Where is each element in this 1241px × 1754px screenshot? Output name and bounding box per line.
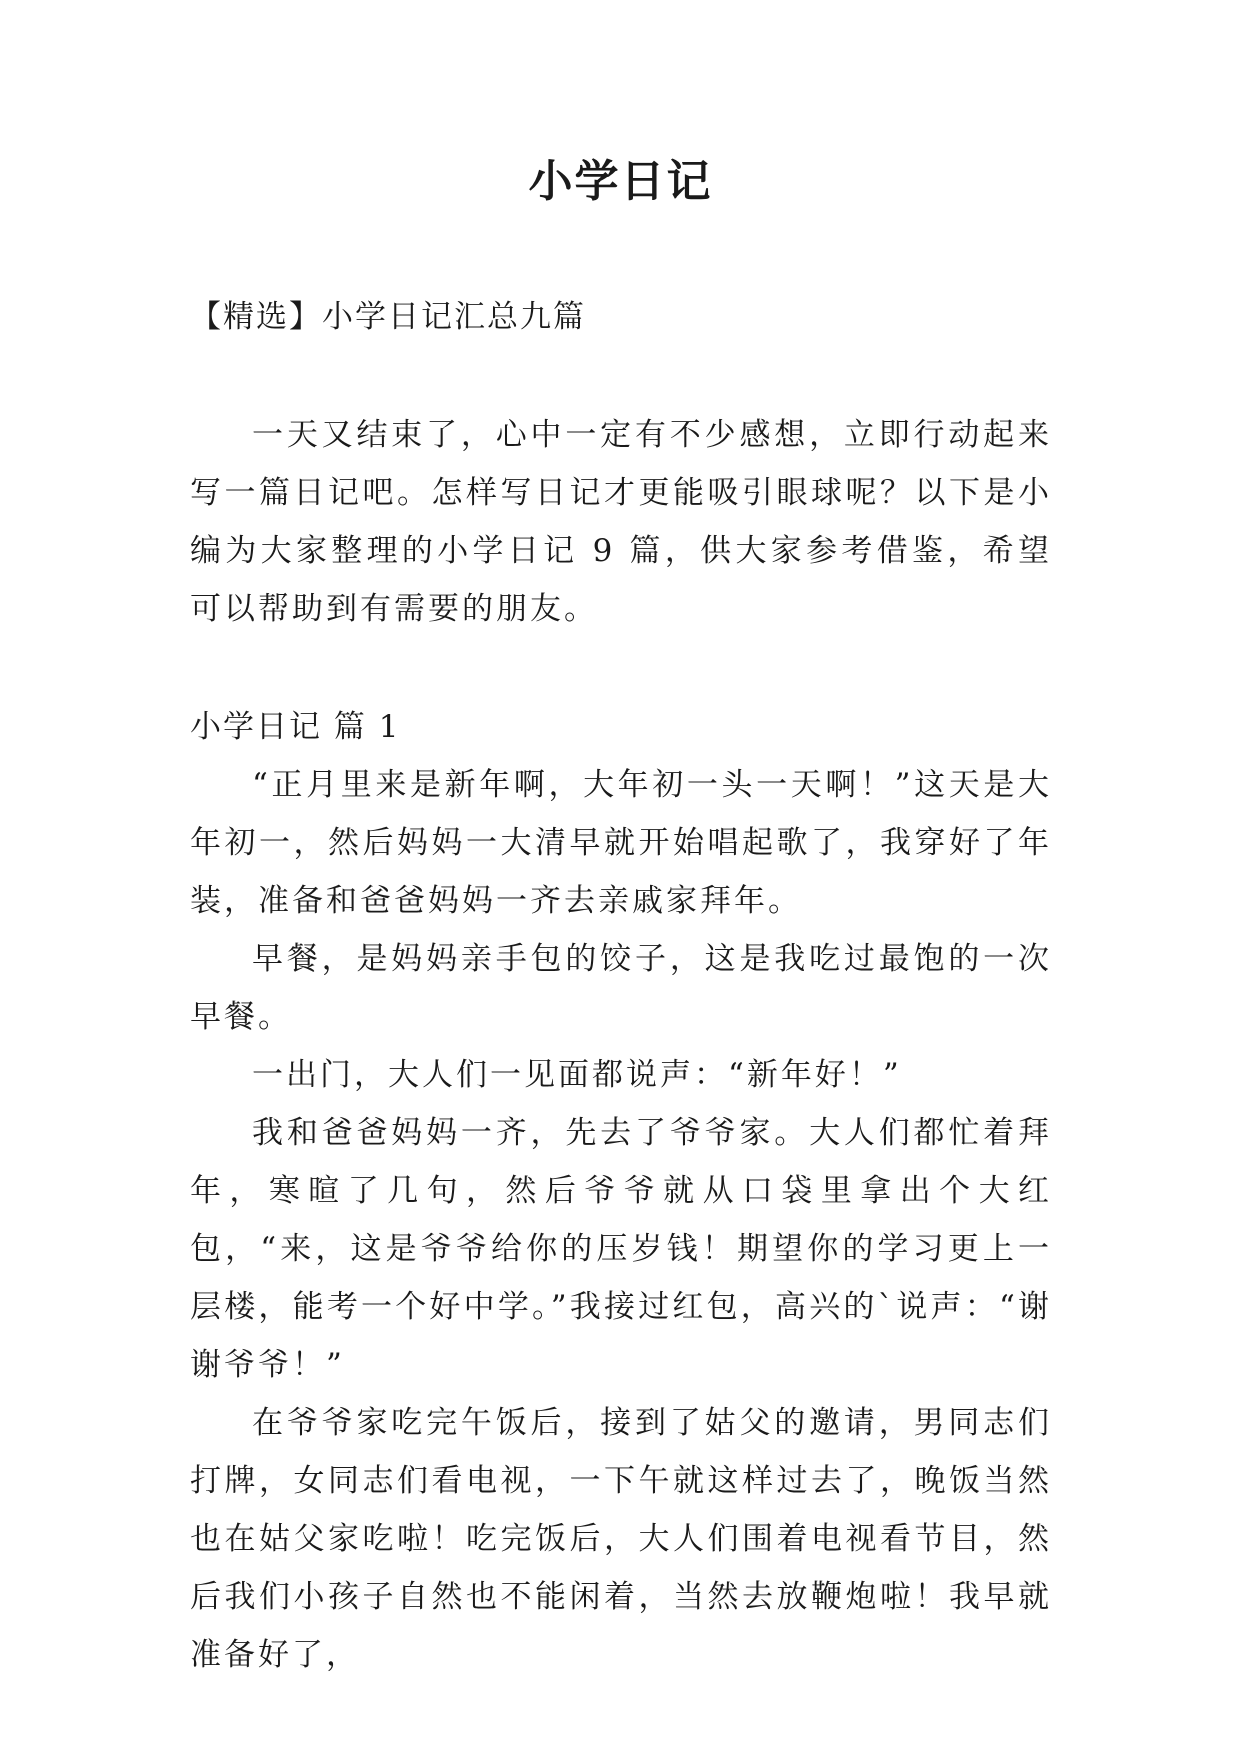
diary-section — [190, 698, 1052, 1684]
body-paragraph: 一出门，大人们一见面都说声：“新年好！” — [252, 1057, 902, 1093]
document-body — [190, 288, 1052, 1684]
section-heading: 小学日记 篇 1 — [190, 709, 401, 745]
document-subtitle: 【精选】小学日记汇总九篇 — [190, 299, 586, 335]
body-paragraph: 在爷爷家吃完午饭后，接到了姑父的邀请，男同志们打牌，女同志们看电视，一下午就这样过去了，晚饭当然也在姑父家吃啦！吃完饭后，大人们围着电视看节目，然后我们小孩子自然也不能闲着，当然去放鞭炮啦！我早就准备好了， — [190, 1405, 1052, 1673]
document-title: 小学日记 — [528, 156, 713, 207]
body-paragraph: “正月里来是新年啊，大年初一头一天啊！”这天是大年初一，然后妈妈一大清早就开始唱起歌了，我穿好了年装，准备和爸爸妈妈一齐去亲戚家拜年。 — [190, 767, 1052, 919]
body-paragraph: 我和爸爸妈妈一齐，先去了爷爷家。大人们都忙着拜年，寒暄了几句，然后爷爷就从口袋里拿出个大红包，“来，这是爷爷给你的压岁钱！期望你的学习更上一层楼，能考一个好中学。”我接过红包，高兴的`说声：“谢谢爷爷！” — [190, 1115, 1052, 1383]
body-paragraph: 早餐，是妈妈亲手包的饺子，这是我吃过最饱的一次早餐。 — [190, 941, 1052, 1035]
intro-paragraph: 一天又结束了，心中一定有不少感想，立即行动起来写一篇日记吧。怎样写日记才更能吸引眼球呢？以下是小编为大家整理的小学日记 9 篇，供大家参考借鉴，希望可以帮助到有需要的朋友。 — [190, 417, 1052, 627]
